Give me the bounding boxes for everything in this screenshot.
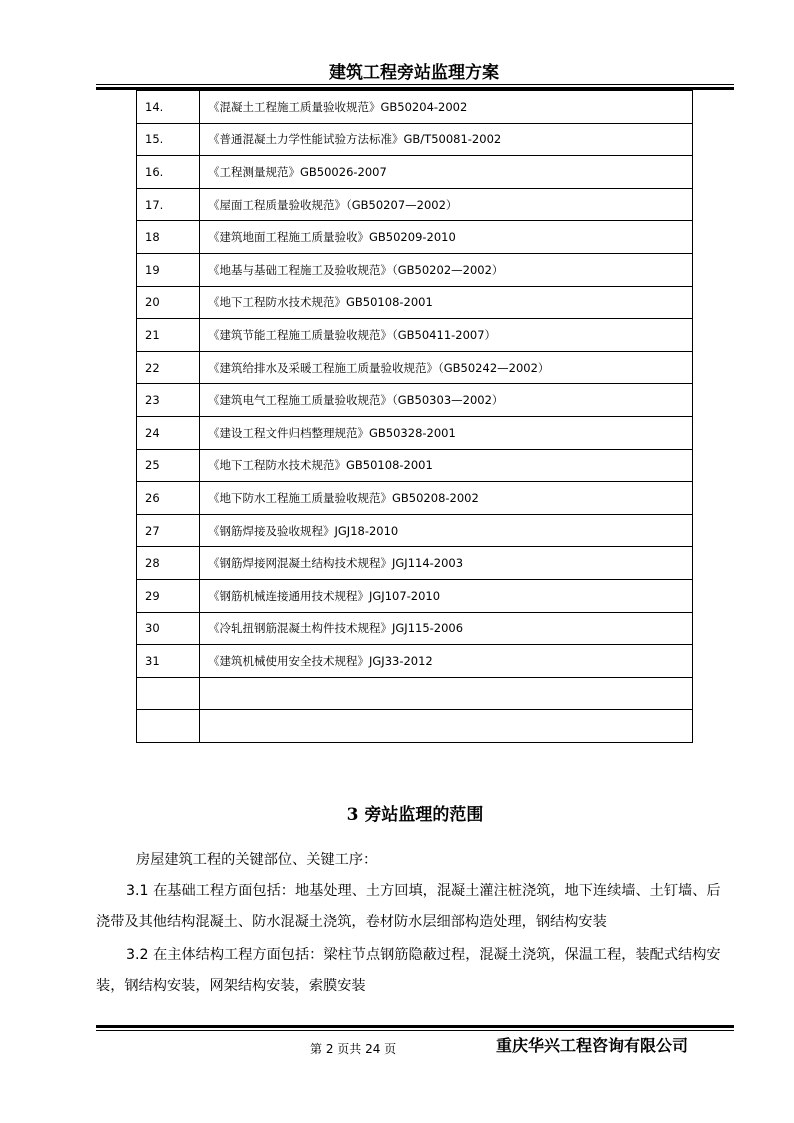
table-row — [137, 449, 693, 482]
reference-number: 24 — [137, 416, 200, 449]
footer-rule-thick — [96, 1025, 734, 1028]
reference-number: 17. — [137, 188, 200, 221]
reference-number: 14. — [137, 91, 200, 124]
reference-number: 20 — [137, 286, 200, 319]
table-row — [137, 123, 693, 156]
reference-number: 16. — [137, 156, 200, 189]
reference-text: 《普通混凝土力学性能试验方法标准》GB/T50081-2002 — [200, 123, 693, 156]
reference-number: 22 — [137, 351, 200, 384]
paragraph-foundation: 3.1 在基础工程方面包括：地基处理、土方回填，混凝土灌注桩浇筑，地下连续墙、土钉墙、后浇带及其他结构混凝土、防水混凝土浇筑，卷材防水层细部构造处理，钢结构安装 — [96, 883, 721, 930]
reference-text: 《屋面工程质量验收规范》（GB50207—2002） — [200, 188, 693, 221]
reference-text: 《建设工程文件归档整理规范》GB50328-2001 — [200, 416, 693, 449]
header-rule — [96, 84, 734, 85]
table-row — [137, 253, 693, 286]
paragraph-intro: 房屋建筑工程的关键部位、关键工序： — [136, 852, 378, 868]
table-row — [137, 416, 693, 449]
table-row — [137, 579, 693, 612]
section-heading: 3 旁站监理的范围 — [346, 805, 484, 825]
table-row — [137, 547, 693, 580]
footer-rule — [96, 1030, 734, 1031]
table-row — [137, 286, 693, 319]
reference-text: 《工程测量规范》GB50026-2007 — [200, 156, 693, 189]
reference-number: 21 — [137, 319, 200, 352]
table-row — [137, 710, 693, 743]
reference-number: 23 — [137, 384, 200, 417]
table-row — [137, 645, 693, 678]
reference-table-body — [137, 91, 693, 743]
reference-text: 《建筑给排水及采暖工程施工质量验收规范》（GB50242—2002） — [200, 351, 693, 384]
reference-number: 26 — [137, 482, 200, 515]
table-row — [137, 188, 693, 221]
reference-number: 31 — [137, 645, 200, 678]
reference-number — [137, 677, 200, 710]
reference-text: 《地基与基础工程施工及验收规范》（GB50202—2002） — [200, 253, 693, 286]
reference-text: 《建筑电气工程施工质量验收规范》（GB50303—2002） — [200, 384, 693, 417]
table-row — [137, 91, 693, 124]
reference-text: 《钢筋焊接网混凝土结构技术规程》JGJ114-2003 — [200, 547, 693, 580]
reference-number: 27 — [137, 514, 200, 547]
page-header-title: 建筑工程旁站监理方案 — [329, 63, 499, 83]
reference-table — [136, 90, 693, 743]
reference-number: 29 — [137, 579, 200, 612]
reference-number: 28 — [137, 547, 200, 580]
reference-number: 19 — [137, 253, 200, 286]
table-row — [137, 482, 693, 515]
reference-text: 《地下工程防水技术规范》GB50108-2001 — [200, 286, 693, 319]
reference-number — [137, 710, 200, 743]
reference-text: 《钢筋机械连接通用技术规程》JGJ107-2010 — [200, 579, 693, 612]
company-name: 重庆华兴工程咨询有限公司 — [496, 1036, 689, 1055]
reference-text — [200, 710, 693, 743]
reference-number: 30 — [137, 612, 200, 645]
table-row — [137, 514, 693, 547]
reference-text — [200, 677, 693, 710]
reference-text: 《钢筋焊接及验收规程》JGJ18-2010 — [200, 514, 693, 547]
reference-text: 《混凝土工程施工质量验收规范》GB50204-2002 — [200, 91, 693, 124]
reference-text: 《冷轧扭钢筋混凝土构件技术规程》JGJ115-2006 — [200, 612, 693, 645]
page-number: 第 2 页共 24 页 — [310, 1042, 397, 1056]
reference-text: 《地下工程防水技术规范》GB50108-2001 — [200, 449, 693, 482]
reference-number: 18 — [137, 221, 200, 254]
reference-text: 《建筑地面工程施工质量验收》GB50209-2010 — [200, 221, 693, 254]
table-row — [137, 612, 693, 645]
reference-text: 《地下防水工程施工质量验收规范》GB50208-2002 — [200, 482, 693, 515]
table-row — [137, 384, 693, 417]
reference-number: 25 — [137, 449, 200, 482]
table-row — [137, 351, 693, 384]
table-row — [137, 677, 693, 710]
reference-number: 15. — [137, 123, 200, 156]
table-row — [137, 156, 693, 189]
paragraph-main-structure: 3.2 在主体结构工程方面包括：梁柱节点钢筋隐蔽过程，混凝土浇筑，保温工程，装配式结构安装，钢结构安装，网架结构安装，索膜安装 — [96, 947, 721, 994]
reference-text: 《建筑机械使用安全技术规程》JGJ33-2012 — [200, 645, 693, 678]
table-row — [137, 319, 693, 352]
table-row — [137, 221, 693, 254]
reference-text: 《建筑节能工程施工质量验收规范》（GB50411-2007） — [200, 319, 693, 352]
